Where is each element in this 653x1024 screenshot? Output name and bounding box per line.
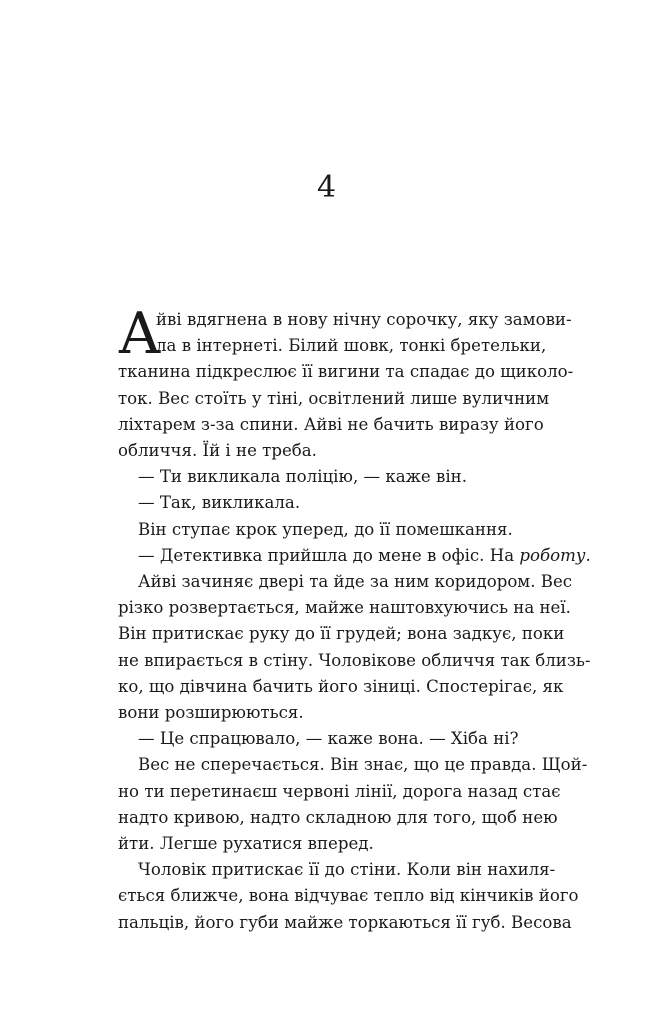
text-line: — Це спрацювало, — каже вона. — Хіба ні? — [138, 729, 519, 749]
drop-cap: А — [118, 301, 162, 367]
italic-word: роботу — [519, 545, 586, 565]
text-line: Він притискає руку до її грудей; вона задкує, поки — [118, 624, 565, 644]
text-line: Чоловік притискає її до стіни. Коли він нахиля- — [138, 860, 556, 880]
italic-suffix: . — [585, 545, 591, 565]
text-line: обличчя. Їй і не треба. — [118, 441, 317, 461]
text-line: ко, що дівчина бачить його зіниці. Спостерігає, як — [118, 676, 564, 696]
text-line: но ти перетинаєш червоні лінії, дорога назад стає — [118, 781, 561, 801]
chapter-number: 4 — [316, 170, 337, 205]
text-line: Він ступає крок уперед, до її помешкання. — [138, 519, 513, 539]
opening-paragraph — [118, 301, 574, 464]
text-line: — Ти викликала поліцію, — каже він. — [138, 467, 467, 487]
text-line: різко розвертається, майже наштовхуючись на неї. — [118, 598, 571, 618]
text-line: вони розширюються. — [118, 703, 304, 723]
text-line: йві вдягнена в нову нічну сорочку, яку замови- — [156, 310, 572, 329]
text-line: Айві зачиняє двері та йде за ним коридором. Вес — [138, 572, 573, 592]
text-line-start: — Детективка прийшла до мене в офіс. На — [138, 545, 520, 565]
text-line: надто кривою, надто складною для того, щоб нею — [118, 807, 558, 827]
text-line: пальців, його губи майже торкаються її губ. Весова — [118, 912, 572, 932]
text-line: ліхтарем з-за спини. Айві не бачить виразу його — [118, 414, 544, 434]
text-line: Вес не сперечається. Він знає, що це правда. Щой- — [138, 755, 588, 775]
text-line: ється ближче, вона відчуває тепло від кінчиків його — [118, 886, 579, 906]
text-line: ла в інтернеті. Білий шовк, тонкі бретельки, — [156, 336, 547, 356]
body-text — [118, 301, 591, 936]
text-line: йти. Легше рухатися вперед. — [118, 834, 374, 854]
text-line: — Так, викликала. — [138, 493, 301, 513]
text-line: тканина підкреслює її вигини та спадає до щиколо- — [118, 362, 574, 382]
text-line: не впирається в стіну. Чоловікове обличчя так близь- — [118, 650, 591, 670]
text-line-with-italic — [118, 543, 591, 569]
text-line: ток. Вес стоїть у тіні, освітлений лише вуличним — [118, 388, 550, 408]
